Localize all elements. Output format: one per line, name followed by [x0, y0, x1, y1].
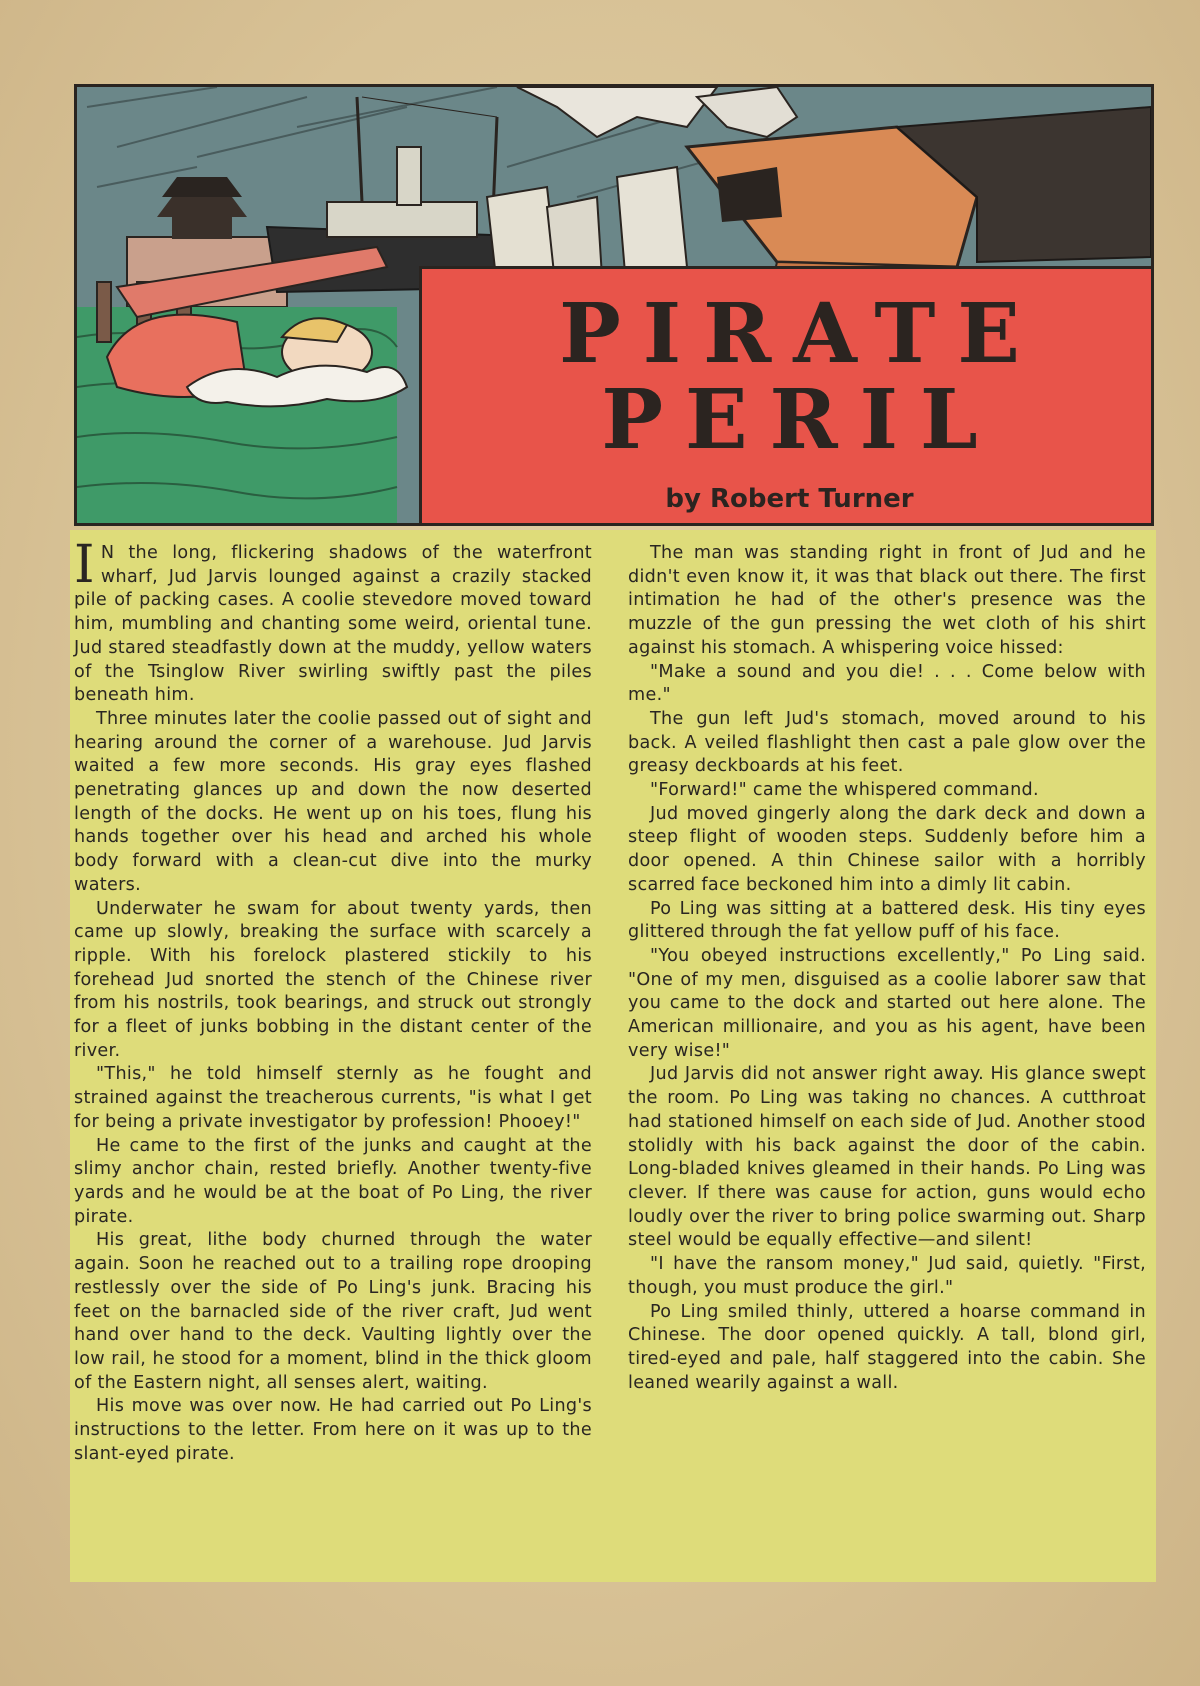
- paragraph: "Forward!" came the whispered command.: [650, 780, 1039, 801]
- paragraph: Jud moved gingerly along the dark deck and down a steep flight of wooden steps. Suddenly before him a door opened. A thin Chinese sailor with a horribly scarred face beckoned him into a dimly lit cabin.: [628, 803, 1146, 895]
- paragraph: His move was over now. He had carried out Po Ling's instructions to the letter. From here on it was up to the slant-eyed pirate.: [74, 1396, 592, 1464]
- paragraph: The gun left Jud's stomach, moved around to his back. A veiled flashlight then cast a pale glow over the greasy deckboards at his feet.: [628, 708, 1146, 777]
- drop-cap: I: [74, 535, 95, 595]
- paragraph: His great, lithe body churned through the water again. Soon he reached out to a trailing rope drooping restlessly over the side of Po Ling's junk. Bracing his feet on the barnacled side of the river craft, Jud went hand over hand to the deck. Vaulting lightly over the low rail, he stood for a moment, blind in the thick gloom of the Eastern night, all senses alert, waiting.: [74, 1230, 592, 1393]
- paragraph: Po Ling was sitting at a battered desk. His tiny eyes glittered through the fat yellow puff of his face.: [628, 898, 1146, 943]
- paragraph: "You obeyed instructions excellently," Po Ling said. "One of my men, disguised as a coolie laborer saw that you came to the dock and started out here alone. The American millionaire, and you as his agent, have been very wise!": [628, 945, 1146, 1061]
- story-title-line1: PIRATE: [559, 286, 1042, 382]
- paragraph: Three minutes later the coolie passed out of sight and hearing around the corner of a warehouse. Jud Jarvis waited a few more seconds. His gray eyes flashed penetrating glances up and down the now deserted length of the docks. He went up on his toes, flung his hands together over his head and arched his whole body forward with a clean-cut dive into the murky waters.: [74, 708, 592, 895]
- paragraph: Underwater he swam for about twenty yards, then came up slowly, breaking the surface with scarcely a ripple. With his forelock plastered stickily to his forehead Jud snorted the stench of the Chinese river from his nostrils, took bearings, and struck out strongly for a fleet of junks bobbing in the distant center of the river.: [74, 898, 592, 1061]
- paragraph: "Make a sound and you die! . . . Come below with me.": [628, 661, 1146, 706]
- story-byline: by Robert Turner: [665, 484, 914, 514]
- paragraph: Po Ling smiled thinly, uttered a hoarse command in Chinese. The door opened quickly. A tall, blond girl, tired-eyed and pale, half staggered into the cabin. She leaned wearily against a wall.: [628, 1301, 1146, 1393]
- story-title-line2: PERIL: [601, 372, 1000, 468]
- title-box: [419, 266, 1154, 526]
- paragraph: I N the long, flickering shadows of the waterfront wharf, Jud Jarvis lounged against a crazily stacked pile of packing cases. A coolie stevedore moved toward him, mumbling and chanting some weird, oriental tune. Jud stared steadfastly down at the muddy, yellow waters of the Tsinglow River swirling swiftly past the piles beneath him.: [74, 535, 592, 706]
- story-text-panel: [70, 530, 1156, 1582]
- paragraph: Jud Jarvis did not answer right away. His glance swept the room. Po Ling was taking no chances. A cutthroat had stationed himself on each side of Jud. Another stood stolidly with his back against the door of the cabin. Long-bladed knives gleamed in their hands. Po Ling was clever. If there was cause for action, guns would echo loudly over the river to bring police swarming out. Sharp steel would be equally effective—and silent!: [628, 1064, 1146, 1251]
- story-illustration: [74, 84, 1154, 526]
- paragraph: The man was standing right in front of Jud and he didn't even know it, it was that black out there. The first intimation he had of the other's presence was the muzzle of the gun pressing the wet cloth of his shirt against his stomach. A whispering voice hissed:: [628, 543, 1146, 658]
- right-column: [628, 542, 1146, 1395]
- paragraph: "This," he told himself sternly as he fought and strained against the treacherous currents, "is what I get for being a private investigator by profession! Phooey!": [74, 1064, 592, 1132]
- paragraph: He came to the first of the junks and caught at the slimy anchor chain, rested briefly. Another twenty-five yards and he would be at the boat of Po Ling, the river pirate.: [74, 1135, 592, 1227]
- paragraph: "I have the ransom money," Jud said, quietly. "First, though, you must produce the girl.": [628, 1254, 1146, 1298]
- left-column: [74, 535, 592, 1466]
